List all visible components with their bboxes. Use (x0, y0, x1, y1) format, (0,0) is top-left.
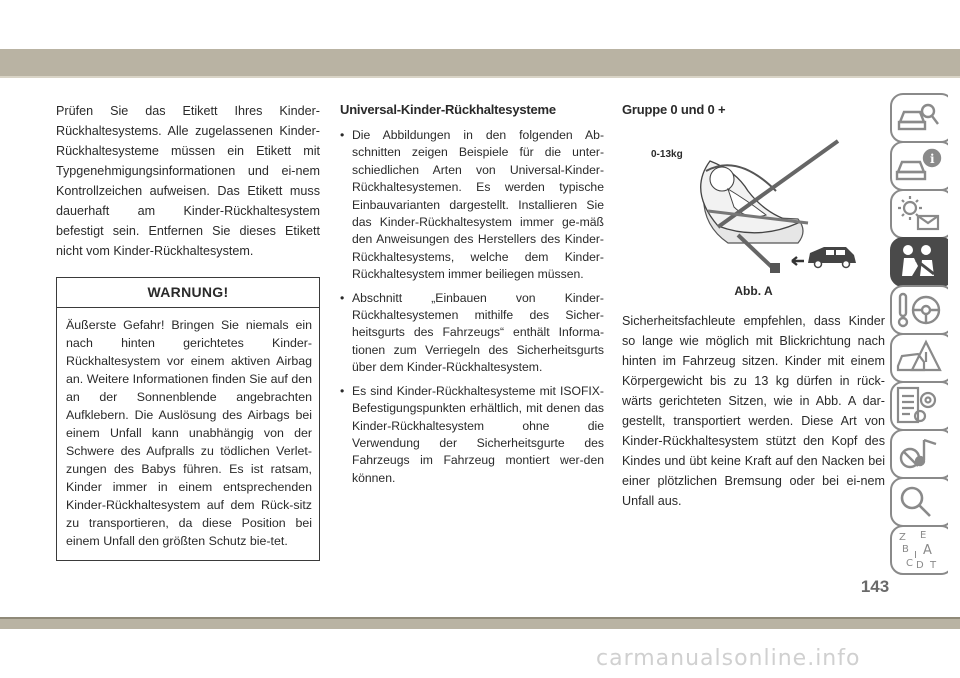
tab-index-search[interactable] (890, 476, 948, 528)
header-band (0, 49, 960, 78)
svg-text:A: A (923, 543, 932, 558)
footer-band (0, 617, 960, 629)
tab-car-info[interactable] (890, 140, 948, 192)
section-heading-group0: Gruppe 0 und 0 + (622, 102, 726, 117)
list-item: • Die Abbildungen in den folgenden Ab-schnitten zeigen Beispiele für die unter-schiedlichen Arten von Universal-Kinder-Rückhaltesystemen. Es werden typische Einbauvarianten dargestellt. Installieren Sie das Kinder-Rückhaltesystem immer ge-mäß den Anweisungen des Herstellers des Kinder-Rückhaltesystems, welche dem Kinder-Rückhaltesystem immer beiliegen müssen. (340, 127, 604, 284)
tab-child-safety-active[interactable] (890, 236, 948, 288)
bullet-list (340, 127, 604, 487)
tab-warning-lights[interactable] (890, 188, 948, 240)
list-item: • Es sind Kinder-Rückhaltesysteme mit ISOFIX-Befestigungspunkten erhältlich, mit denen das Kinder-Rückhaltesystem ohne die Verwendung der Sicherheitsgurte des Fahrzeugs im Fahrzeug montiert wer-den können. (340, 383, 604, 487)
intro-paragraph: Prüfen Sie das Etikett Ihres Kinder-Rückhaltesystems. Alle zugelassenen Kinder-Rückhaltesysteme müssen ein Etikett mit Typgenehmigungsinformationen und ei-nem Kontrollzeichen aufweisen. Das Etikett muss dauerhaft am Kinder-Rückhaltesystem befestigt sein. Entfernen Sie dieses Etikett nicht vom Kinder-Rückhaltesystem. (56, 104, 320, 258)
column-left (56, 101, 320, 561)
warning-title: WARNUNG! (57, 278, 319, 308)
direction-arrow-icon (792, 257, 804, 265)
figure-caption: Abb. A (734, 284, 773, 298)
buckle (770, 263, 780, 273)
column-right (622, 101, 885, 511)
tab-maintenance[interactable] (890, 380, 948, 432)
svg-text:C: C (906, 558, 913, 569)
list-item: • Abschnitt „Einbauen von Kinder-Rückhaltesystemen mithilfe des Sicher-heitsgurts des Fahrzeugs“ enthält Informa-tionen zum Verriegeln des Sicherheitsgurts über dem Kinder-Rückhaltesystem. (340, 290, 604, 377)
svg-text:B: B (902, 544, 909, 555)
car-silhouette-icon (808, 247, 856, 268)
weight-label: 0-13kg (651, 149, 683, 160)
page-number: 143 (860, 577, 890, 596)
svg-text:D: D (916, 560, 924, 571)
watermark: carmanualsonline.info (596, 646, 861, 671)
tab-car-search[interactable] (890, 92, 948, 144)
section-heading-universal: Universal-Kinder-Rückhaltesysteme (340, 102, 556, 117)
tab-language[interactable] (890, 524, 948, 576)
warning-text: Äußerste Gefahr! Bringen Sie niemals ein nach hinten gerichtetes Kinder-Rückhaltesystem vor einem aktiven Airbag an. Weitere Informationen finden Sie auf den an der Sonnenblende angebrachten Aufklebern. Die Auslösung des Airbags bei einem Unfall kann unabhängig von der Schwere des Aufpralls zu tödlichen Verlet-zungen des Babys führen. Es ist ratsam, Kinder immer in einem entsprechenden Kinder-Rückhaltesystem auf dem Rück-sitz zu transportieren, da diese Position bei einem Unfall den größten Schutz bie-tet. (66, 318, 312, 548)
svg-text:T: T (930, 560, 937, 571)
column-middle (340, 101, 604, 493)
warning-box (56, 277, 320, 561)
tab-key-steering[interactable] (890, 284, 948, 336)
svg-text:i: i (930, 152, 935, 166)
tab-multimedia[interactable] (890, 428, 948, 480)
svg-text:E: E (920, 530, 927, 541)
tab-roadside[interactable] (890, 332, 948, 384)
body-paragraph: Sicherheitsfachleute empfehlen, dass Kinder so lange wie möglich mit Blickrichtung nach hinten im Fahrzeug sitzen. Kinder mit einem Körpergewicht bis zu 13 kg dürfen in rück-wärts gerichteten Sitzen, wie in Abb. A dar-gestellt, transportiert werden. Diese Art von Kinder-Rückhaltesystem stützt den Kopf des Kindes und übt keine Kraft auf den Nacken bei einer plötzlichen Bremsung oder bei ei-nem Unfall aus. (622, 314, 885, 508)
svg-text:Z: Z (899, 532, 906, 543)
svg-text:I: I (914, 550, 917, 561)
figure-child-seat (648, 131, 863, 281)
